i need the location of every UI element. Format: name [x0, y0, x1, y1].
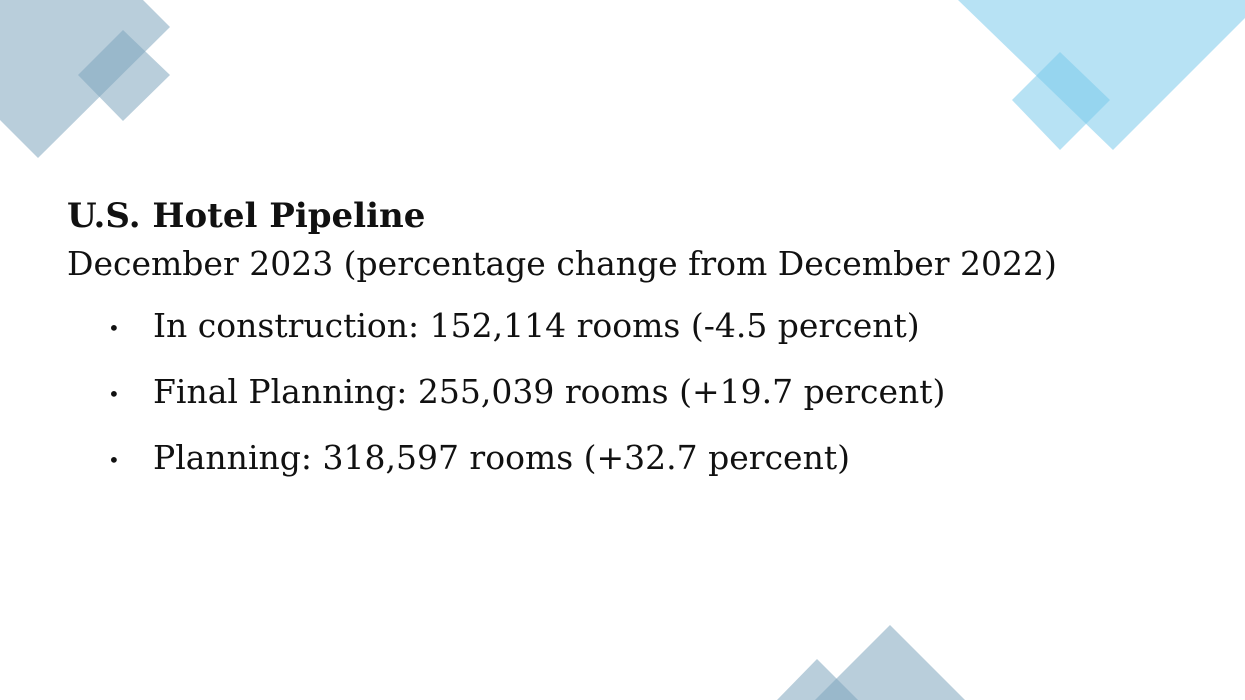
bullet-item [108, 438, 945, 504]
diamond-top-right-large [958, 0, 1245, 150]
bullet-item [108, 372, 945, 438]
bullet-icon: • [108, 382, 120, 406]
bullet-text: Planning: 318,597 rooms (+32.7 percent) [153, 438, 850, 477]
slide-subtitle: December 2023 (percentage change from December 2022) [67, 244, 1057, 283]
bullet-icon: • [108, 316, 120, 340]
bullet-list [108, 306, 945, 504]
bullet-text: Final Planning: 255,039 rooms (+19.7 percent) [153, 372, 946, 411]
bullet-icon: • [108, 448, 120, 472]
bullet-item [108, 306, 945, 372]
bullet-text: In construction: 152,114 rooms (-4.5 percent) [153, 306, 920, 345]
slide-title: U.S. Hotel Pipeline [67, 196, 426, 236]
